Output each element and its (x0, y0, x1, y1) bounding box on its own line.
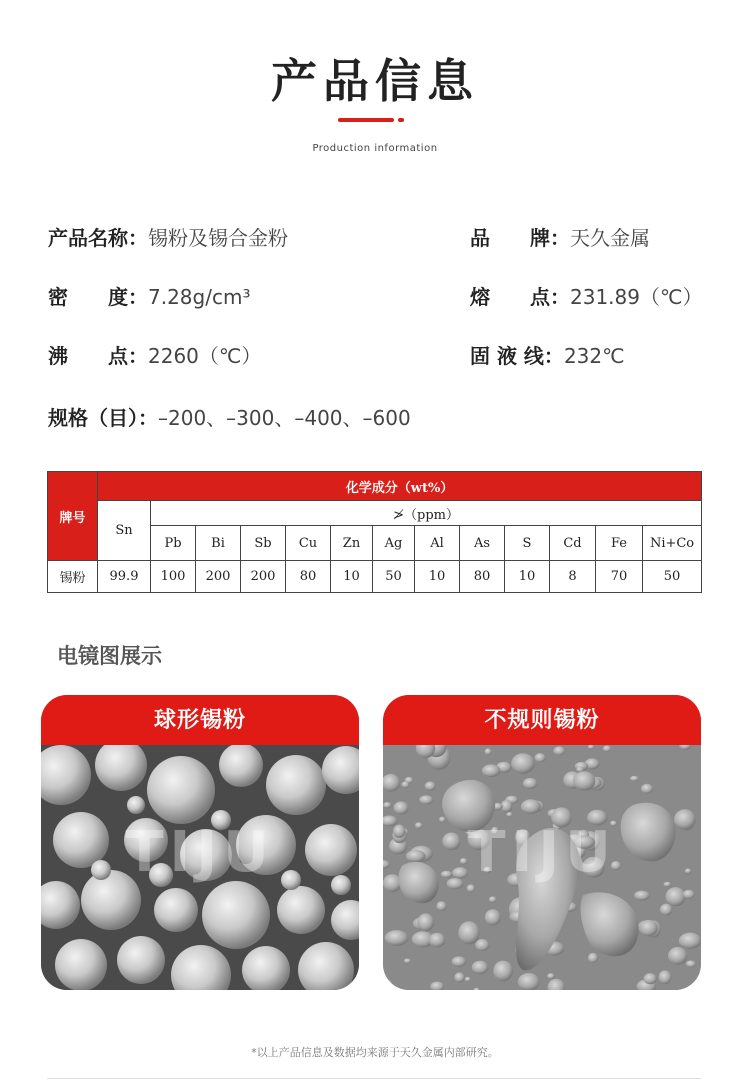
sem-grain (429, 933, 445, 948)
sem-grain (458, 921, 479, 944)
sem-grain (686, 960, 696, 967)
row-name: 锡粉 (48, 561, 98, 593)
sem-grain (493, 961, 513, 982)
element-header: Al (415, 526, 460, 561)
element-header: Ni+Co (643, 526, 702, 561)
element-header: Zn (331, 526, 373, 561)
sem-grain (666, 887, 686, 906)
brand-label: 品 牌： (470, 226, 570, 250)
sem-particle (202, 881, 270, 949)
spherical-powder-card (41, 695, 359, 990)
sem-grain (511, 753, 535, 774)
liquidus-value: 232℃ (563, 344, 625, 368)
sn-header: Sn (98, 501, 151, 561)
melting-point-label: 熔 点： (470, 285, 570, 309)
info-melting-point (470, 281, 702, 310)
brand-header: 牌号 (48, 472, 98, 561)
info-mesh-size (48, 402, 411, 431)
sem-grain (485, 748, 492, 755)
element-value: 80 (286, 561, 331, 593)
sem-grain (482, 764, 500, 777)
sem-grain (659, 970, 672, 984)
element-header: S (505, 526, 550, 561)
element-header: Sb (241, 526, 286, 561)
footnote: *以上产品信息及数据均来源于天久金属内部研究。 (251, 1046, 499, 1059)
sem-grain (472, 961, 489, 974)
sem-grain (547, 973, 555, 979)
boiling-point-value: 2260（℃） (148, 344, 262, 368)
spherical-watermark: TIJU (125, 820, 275, 885)
sem-grain (383, 802, 391, 808)
info-boiling-point (48, 340, 261, 369)
element-value: 70 (596, 561, 643, 593)
melting-point-value: 231.89（℃） (570, 285, 703, 309)
element-value: 100 (151, 561, 196, 593)
impurity-header: ≯（ppm） (151, 501, 702, 526)
sem-grain (679, 933, 701, 949)
sem-grain (467, 884, 475, 892)
spherical-sem-image (41, 745, 359, 990)
sem-particle (147, 756, 215, 824)
brand-value: 天久金属 (570, 226, 650, 250)
element-header: Cu (286, 526, 331, 561)
sem-grain (573, 771, 595, 790)
sem-grain (385, 930, 409, 946)
sem-gallery-title: 电镜图展示 (57, 644, 162, 668)
sem-grain (668, 947, 687, 965)
title-underline-dot (398, 118, 404, 122)
info-brand (470, 222, 650, 251)
element-value: 50 (373, 561, 415, 593)
info-liquidus (470, 340, 625, 369)
sem-particle (127, 796, 145, 814)
liquidus-label: 固 液 线： (470, 344, 564, 368)
title-underline (338, 118, 394, 122)
sem-grain (523, 778, 538, 789)
element-value: 200 (196, 561, 241, 593)
composition-table (47, 471, 702, 593)
sem-particle (117, 936, 165, 984)
sem-grain (404, 959, 411, 964)
element-value: 50 (643, 561, 702, 593)
sem-grain (506, 812, 512, 817)
sem-grain (634, 891, 650, 901)
bottom-divider (47, 1078, 701, 1079)
info-density (48, 281, 250, 310)
element-header: As (460, 526, 505, 561)
sem-particle (219, 745, 263, 787)
sem-grain (394, 801, 409, 814)
irregular-powder-title: 不规则锡粉 (383, 695, 701, 745)
element-value: 10 (415, 561, 460, 593)
row-sn-value: 99.9 (98, 561, 151, 593)
sem-grain (639, 920, 657, 936)
sem-grain (588, 953, 598, 963)
element-header: Bi (196, 526, 241, 561)
irregular-sem-image (383, 745, 701, 990)
sem-particle (55, 939, 107, 990)
product-name-value: 锡粉及锡合金粉 (148, 226, 288, 250)
irregular-watermark: TIJU (467, 820, 617, 885)
boiling-point-label: 沸 点： (48, 344, 148, 368)
sem-grain (644, 973, 657, 984)
page-title: 产品信息 (271, 54, 479, 108)
sem-grain (425, 781, 436, 790)
sem-grain (489, 896, 497, 902)
sem-grain (452, 956, 466, 966)
density-value: 7.28g/cm³ (148, 285, 251, 309)
density-label: 密 度： (48, 285, 148, 309)
element-header: Fe (596, 526, 643, 561)
element-value: 200 (241, 561, 286, 593)
sem-grain (660, 904, 672, 916)
sem-grain (641, 784, 653, 794)
element-value: 10 (331, 561, 373, 593)
spherical-powder-title: 球形锡粉 (41, 695, 359, 745)
element-value: 80 (460, 561, 505, 593)
sem-grain (521, 799, 541, 814)
page-subtitle: Production information (312, 143, 438, 154)
element-value: 8 (550, 561, 596, 593)
composition-header: 化学成分（wt%） (98, 472, 702, 501)
mesh-size-value: –200、–300、–400、–600 (158, 406, 411, 430)
mesh-size-label: 规格（目）： (48, 406, 158, 430)
sem-particle (154, 888, 198, 932)
sem-grain (417, 913, 434, 931)
info-product-name (48, 222, 288, 251)
irregular-powder-card (383, 695, 701, 990)
sem-grain (475, 939, 489, 951)
sem-grain (518, 973, 540, 990)
sem-grain (436, 901, 446, 911)
sem-grain (419, 795, 433, 804)
sem-grain (465, 977, 471, 982)
sem-grain (630, 776, 639, 781)
sem-grain (485, 909, 501, 925)
sem-grain (535, 753, 546, 762)
sem-grain (553, 746, 565, 755)
sem-particle (277, 886, 325, 934)
sem-grain (454, 972, 464, 982)
element-header: Pb (151, 526, 196, 561)
element-header: Cd (550, 526, 596, 561)
product-name-label: 产品名称： (48, 226, 148, 250)
element-header: Ag (373, 526, 415, 561)
sem-grain (603, 745, 611, 751)
element-value: 10 (505, 561, 550, 593)
table-row (48, 561, 702, 593)
sem-particle (266, 755, 326, 815)
sem-grain (683, 890, 695, 899)
sem-grain (402, 781, 410, 788)
